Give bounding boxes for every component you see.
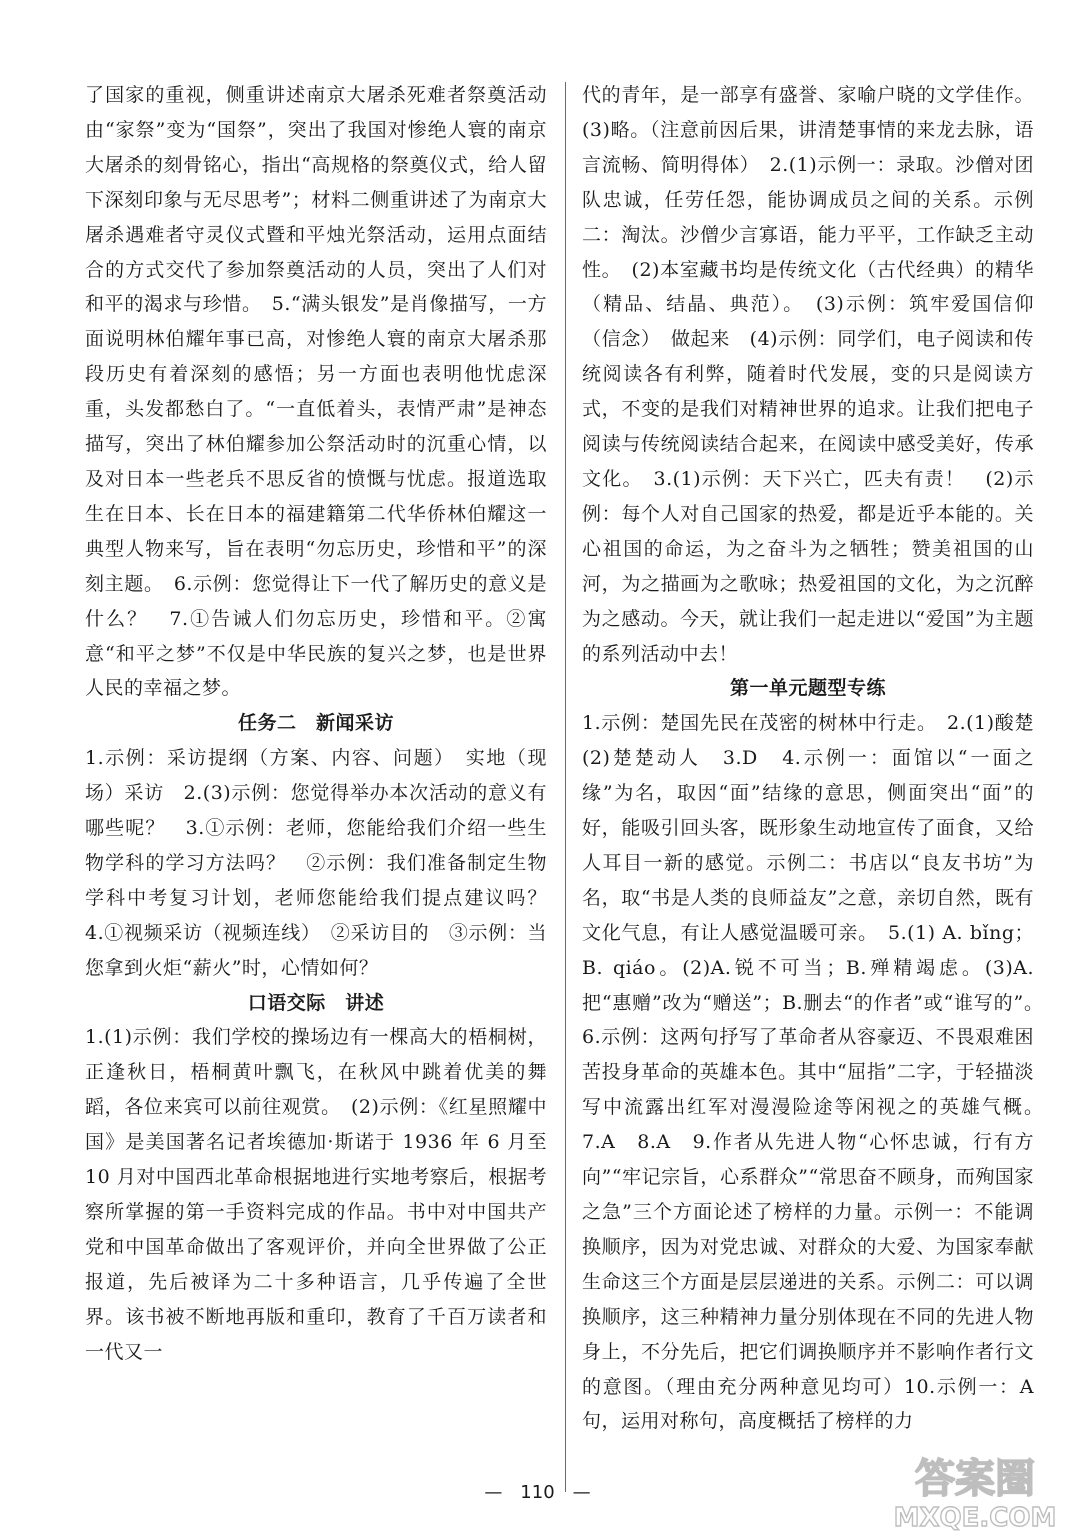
answer-paragraph-unit1: 1.示例：楚国先民在茂密的树林中行走。 2.(1)酸楚(2)楚楚动人 3.D 4.示例一：面馆以“一面之缘”为名，取因“面”结缘的意思，侧面突出“面”的好，能吸引回头客，既形象生动地宣传了面食，又给人耳目一新的感觉。示例二：书店以“良友书坊”为名，取“书是人类的良师益友”之意，亲切自然，既有文化气息，有让人感觉温暖可亲。 5.(1) A. bǐng；B. qiáo。(2)A.锐不可当；B.殚精竭虑。(3)A.把“惠赠”改为“赠送”；B.删去“的作者”或“谁写的”。 6.示例：这两句抒写了革命者从容豪迈、不畏艰难困苦投身革命的英雄本色。其中“屈指”二字，于轻描淡写中流露出红军对漫漫险途等闲视之的英雄气概。 7.A 8.A 9.作者从先进人物“心怀忠诚，行有方向”“牢记宗旨，心系群众”“常思奋不顾身，而殉国家之急”三个方面论述了榜样的力量。示例一：不能调换顺序，因为对党忠诚、对群众的大爱、为国家奉献生命这三个方面是层层递进的关系。示例二：可以调换顺序，这三种精神力量分别体现在不同的先进人物身上，不分先后，把它们调换顺序并不影响作者行文的意图。（理由充分两种意见均可）10.示例一：A 句，运用对称句，高度概括了榜样的力 [582,712,1054,1433]
left-column [85,78,567,1370]
answer-paragraph-task2: 1.示例：采访提纲（方案、内容、问题） 实地（现场）采访 2.(3)示例：您觉得举办本次活动的意义有哪些呢？ 3.①示例：老师，您能给我们介绍一些生物学科的学习方法吗？ ②示例：我们准备制定生物学科中考复习计划，老师您能给我们提点建议吗？ 4.①视频采访（视频连线） ②采访目的 ③示例：当您拿到火炬“薪火”时，心情如何？ [85,747,567,979]
answer-paragraph-oral: 1.(1)示例：我们学校的操场边有一棵高大的梧桐树，正逢秋日，梧桐黄叶飘飞，在秋风中跳着优美的舞蹈，各位来宾可以前往观赏。 (2)示例：《红星照耀中国》是美国著名记者埃德加·斯诺于 1936 年 6 月至 10 月对中国西北革命根据地进行实地考察后，根据考察所掌握的第一手资料完成的作品。书中对中国共产党和中国革命做出了客观评价，并向全世界做了公正报道，先后被译为二十多种语言，几乎传遍了全世界。该书被不断地再版和重印，教育了千百万读者和一代又一 [85,1026,547,1363]
right-column [582,78,1054,1439]
column-divider [565,82,566,1492]
section-title-oral: 口语交际 讲述 [247,991,385,1014]
section-title-task2: 任务二 新闻采访 [237,712,394,735]
watermark-logo-icon [880,1448,1070,1534]
watermark-line1: 答案圈 [915,1456,1035,1502]
page-number: — 110 — [484,1482,591,1503]
section-title-unit1: 第一单元题型专练 [729,677,886,700]
answer-paragraph-intro: 了国家的重视，侧重讲述南京大屠杀死难者祭奠活动由“家祭”变为“国祭”，突出了我国对惨绝人寰的南京大屠杀的刻骨铭心，指出“高规格的祭奠仪式，给人留下深刻印象与无尽思考”；材料二侧重讲述了为南京大屠杀遇难者守灵仪式暨和平烛光祭活动，运用点面结合的方式交代了参加祭奠活动的人员，突出了人们对和平的渴求与珍惜。 5.“满头银发”是肖像描写，一方面说明林伯耀年事已高，对惨绝人寰的南京大屠杀那段历史有着深刻的感悟；另一方面也表明他忧虑深重，头发都愁白了。“一直低着头，表情严肃”是神态描写，突出了林伯耀参加公祭活动时的沉重心情，以及对日本一些老兵不思反省的愤慨与忧虑。报道选取生在日本、长在日本的福建籍第二代华侨林伯耀这一典型人物来写，旨在表明“勿忘历史，珍惜和平”的深刻主题。 6.示例：您觉得让下一代了解历史的意义是什么？ 7.①告诫人们勿忘历史，珍惜和平。②寓意“和平之梦”不仅是中华民族的复兴之梦，也是世界人民的幸福之梦。 [85,84,547,700]
watermark-line2: MXQE.COM [893,1503,1057,1533]
answer-paragraph-continued: 代的青年，是一部享有盛誉、家喻户晓的文学佳作。(3)略。（注意前因后果，讲清楚事情的来龙去脉，语言流畅、简明得体） 2.(1)示例一：录取。沙僧对团队忠诚，任劳任怨，能协调成员之间的关系。示例二：淘汰。沙僧少言寡语，能力平平，工作缺乏主动性。 (2)本室藏书均是传统文化（古代经典）的精华（精品、结晶、典范）。 (3)示例：筑牢爱国信仰（信念） 做起来 (4)示例：同学们，电子阅读和传统阅读各有利弊，随着时代发展，变的只是阅读方式，不变的是我们对精神世界的追求。让我们把电子阅读与传统阅读结合起来，在阅读中感受美好，传承文化。 3.(1)示例：天下兴亡，匹夫有责！ (2)示例：每个人对自己国家的热爱，都是近乎本能的。关心祖国的命运，为之奋斗为之牺牲；赞美祖国的山河，为之描画为之歌咏；热爱祖国的文化，为之沉醉为之感动。今天，就让我们一起走进以“爱国”为主题的系列活动中去！ [582,84,1034,665]
